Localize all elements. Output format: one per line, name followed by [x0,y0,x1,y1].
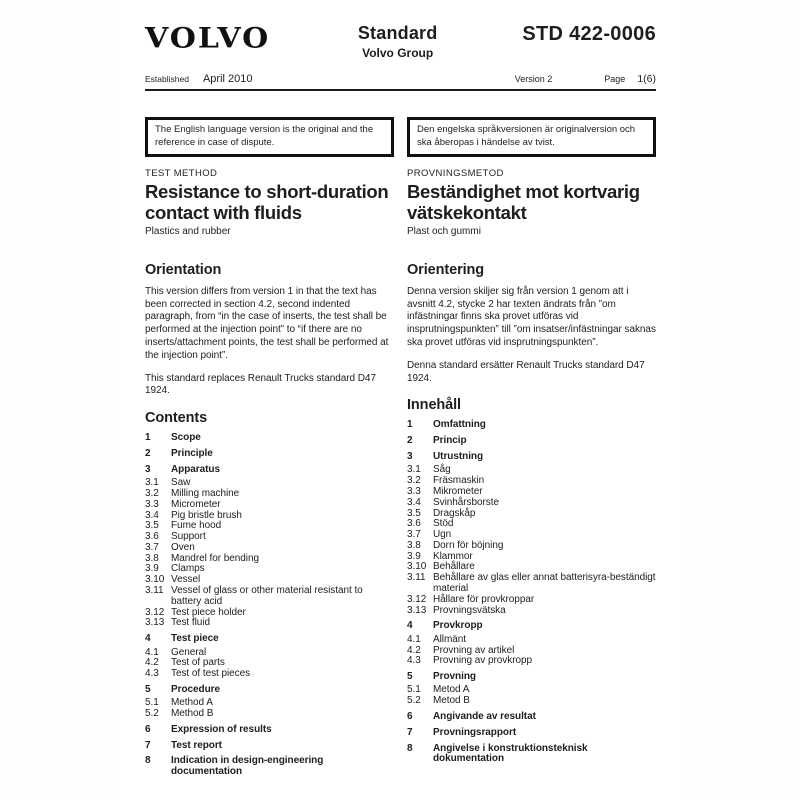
toc-number: 3.3 [145,498,159,510]
toc-number: 4 [407,620,413,632]
toc-label: Test of parts [171,657,225,669]
contents-heading: Contents [145,410,208,427]
toc-number: 3 [407,451,413,463]
toc-number: 3.12 [145,606,165,618]
toc-number: 3.11 [145,585,164,597]
toc-number: 3.10 [145,574,165,586]
document-type: Standard [357,23,438,43]
header-divider [145,89,656,91]
toc-number: 2 [407,435,413,447]
toc-number: 3.4 [145,509,159,521]
toc-number: 5.2 [145,708,159,720]
toc-number: 6 [145,723,151,735]
document-number: STD 422-0006 [522,23,656,45]
toc-row [145,449,394,460]
toc-label: Princip [433,435,467,447]
toc-row [407,712,656,723]
toc-number: 1 [407,419,413,431]
toc-label: Dorn för böjning [433,539,504,551]
toc-label: Test piece [171,633,219,645]
toc-number: 3.8 [407,539,421,551]
toc-number: 1 [145,432,151,444]
orientation-paragraph: Denna standard ersätter Renault Trucks standard D47 1924. [407,359,645,384]
toc-number: 3.4 [407,496,421,508]
toc-row [407,420,656,431]
toc-label: Saw [171,477,191,489]
toc-row [407,436,656,447]
toc-number: 3.9 [145,563,159,575]
toc-number: 4.1 [145,646,159,658]
toc-number: 8 [407,742,413,754]
toc-label: Dragskåp [433,507,476,519]
toc-label: Metod B [433,695,470,707]
toc-number: 3.7 [145,541,159,553]
toc-label: Fräsmaskin [433,475,485,487]
toc-label: Method B [171,708,214,720]
table-of-contents [407,420,656,765]
column-swedish [407,168,656,780]
toc-number: 5.1 [407,684,421,696]
toc-number: 5 [407,671,413,683]
orientation-paragraph: This standard replaces Renault Trucks standard D47 1924. [145,372,376,397]
toc-label: Clamps [171,563,205,575]
toc-label: Ugn [433,529,452,541]
header-center [273,20,522,60]
toc-row [145,465,394,476]
toc-label: Provning av artikel [433,644,515,656]
document-page [118,0,683,800]
toc-number: 4.1 [407,633,421,645]
toc-label: Milling machine [171,487,240,499]
page-number: 1(6) [637,73,656,85]
version-label: Version 2 [514,74,553,84]
organization-name: Volvo Group [362,46,434,60]
toc-number: 3.13 [145,617,165,629]
toc-number: 3.5 [407,507,421,519]
toc-label: Apparatus [171,463,221,475]
toc-number: 3.7 [407,529,421,541]
toc-label: Vessel of glass or other material resistant to battery acid [171,585,363,607]
document-subtitle: Plastics and rubber [145,225,231,237]
toc-number: 3.5 [145,520,159,532]
toc-row [145,586,394,608]
toc-label: Svinhårsborste [433,496,499,508]
toc-label: Mandrel for bending [171,552,259,564]
established-label: Established [145,74,189,84]
toc-number: 3.11 [407,572,426,584]
toc-label: Test report [171,739,222,751]
toc-label: Allmänt [433,633,466,645]
toc-row [407,452,656,463]
toc-number: 2 [145,448,151,460]
orientation-paragraph: Denna version skiljer sig från version 1 genom att i avsnitt 4.2, stycke 2 har texten ändrats från ”om infästningar finns ska provet utföras vid insprutningspunkten” till ”om insatser/infästningar saknas ska provet utföras vid insprutningspunkten”. [407,285,656,349]
toc-number: 3.6 [407,518,421,530]
toc-label: Provningsvätska [433,604,506,616]
orientation-heading: Orientering [407,261,485,278]
notice-box-english: The English language version is the original and the reference in case of dispute. [145,117,394,157]
toc-number: 3.2 [407,475,421,487]
toc-row [407,728,656,739]
toc-number: 4.3 [407,655,421,667]
toc-label: Indication in design-engineering documentation [171,755,324,778]
toc-number: 3.3 [407,485,421,497]
toc-number: 3.13 [407,604,427,616]
toc-number: 3.9 [407,550,421,562]
toc-label: Såg [433,464,451,476]
toc-label: Scope [171,432,201,444]
toc-label: Behållare av glas eller annat batterisyra-beständigt material [433,572,656,595]
toc-row [407,606,656,617]
toc-label: Method A [171,697,213,709]
language-notices [145,117,656,157]
toc-label: Utrustning [433,451,484,463]
toc-row [407,621,656,632]
toc-number: 5.1 [145,697,159,709]
toc-row [407,573,656,595]
toc-number: 4.2 [407,644,421,656]
toc-row [145,634,394,645]
document-title: Resistance to short-duration contact with fluids [145,181,389,223]
document-subtitle: Plast och gummi [407,225,481,237]
toc-number: 6 [407,711,413,723]
toc-row [407,744,656,766]
page-header [145,20,656,60]
bilingual-columns [145,168,656,780]
toc-number: 4.3 [145,668,159,680]
toc-label: Principle [171,448,213,460]
toc-label: Behållare [433,561,475,573]
toc-label: Hållare för provkroppar [433,593,535,605]
toc-number: 3.6 [145,531,159,543]
toc-number: 3 [145,463,151,475]
document-title: Beständighet mot kortvarig vätskekontakt [407,181,640,223]
toc-number: 3.12 [407,593,427,605]
toc-label: Test piece holder [171,606,246,618]
toc-row [145,618,394,629]
toc-label: Stöd [433,518,454,530]
header-meta-row [145,73,656,85]
toc-label: Procedure [171,683,221,695]
page-label: Page [604,74,626,84]
notice-box-swedish: Den engelska språkversionen är originalversion och ska åberopas i händelse av tvist. [407,117,656,157]
toc-row [145,433,394,444]
toc-row [145,756,394,778]
toc-number: 3.8 [145,552,159,564]
toc-label: Angivelse i konstruktionsteknisk dokumentation [433,742,588,765]
toc-label: Provkropp [433,620,483,632]
established-date: April 2010 [202,73,253,85]
orientation-paragraphs [145,286,394,398]
toc-row [145,500,394,511]
toc-label: Metod A [433,684,470,696]
toc-label: Provning av provkropp [433,655,533,667]
toc-label: Test of test pieces [171,668,251,680]
document-category: TEST METHOD [145,168,218,180]
orientation-paragraph: This version differs from version 1 in that the text has been corrected in section 4.2, second indented paragraph, from “in the case of inserts, the test shall be performed at the injection point” to “if there are no inserts/attachment points, the test shall be performed at the injection point”. [145,285,389,361]
toc-row [407,635,656,646]
toc-label: Vessel [171,574,201,586]
toc-label: General [171,646,207,658]
column-english [145,168,394,780]
volvo-logo: VOLVO [145,22,271,55]
toc-label: Test fluid [171,617,210,629]
toc-number: 3.1 [407,464,421,476]
toc-label: Pig bristle brush [171,509,242,521]
toc-label: Mikrometer [433,485,483,497]
toc-number: 3.2 [145,487,159,499]
toc-label: Provning [433,671,476,683]
orientation-paragraphs [407,286,656,386]
contents-heading: Innehåll [407,397,461,414]
toc-label: Expression of results [171,723,272,735]
toc-number: 3.1 [145,477,159,489]
document-category: PROVNINGSMETOD [407,168,504,180]
toc-number: 8 [145,755,151,767]
toc-row [145,669,394,680]
toc-row [145,709,394,720]
toc-number: 5.2 [407,695,421,707]
toc-row [407,656,656,667]
toc-label: Klammor [433,550,473,562]
toc-number: 7 [407,726,413,738]
toc-label: Provningsrapport [433,726,517,738]
toc-label: Fume hood [171,520,222,532]
toc-row [145,741,394,752]
toc-label: Oven [171,541,195,553]
toc-row [145,725,394,736]
toc-number: 4 [145,633,151,645]
toc-label: Angivande av resultat [433,711,536,723]
toc-number: 7 [145,739,151,751]
toc-number: 5 [145,683,151,695]
toc-label: Omfattning [433,419,486,431]
toc-number: 4.2 [145,657,159,669]
toc-label: Micrometer [171,498,221,510]
toc-row [407,672,656,683]
table-of-contents [145,433,394,778]
toc-label: Support [171,531,206,543]
toc-number: 3.10 [407,561,427,573]
orientation-heading: Orientation [145,261,222,278]
toc-row [145,685,394,696]
toc-row [407,498,656,509]
toc-row [407,696,656,707]
